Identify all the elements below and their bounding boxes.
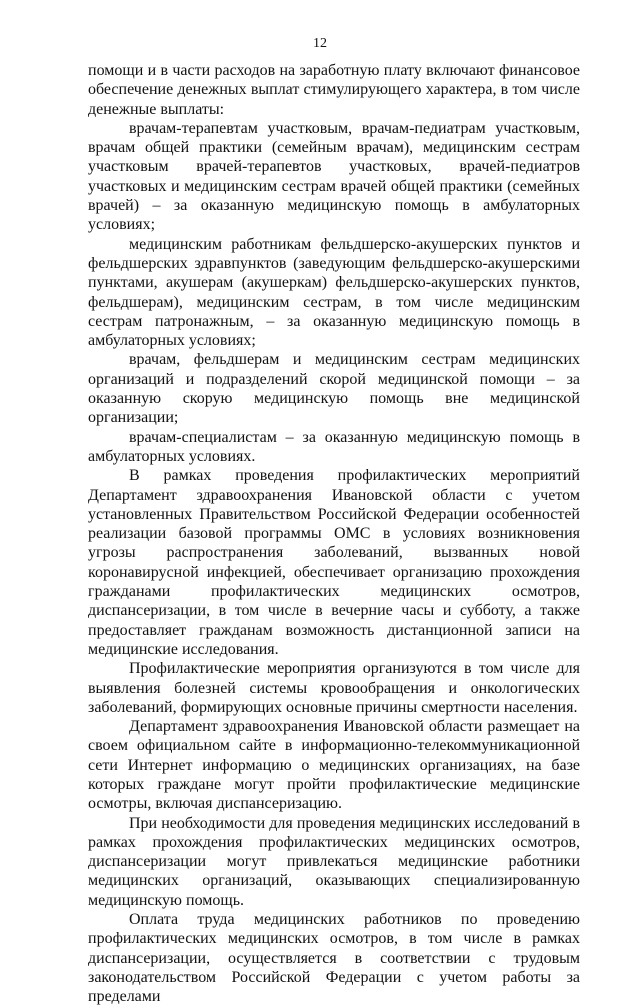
- paragraph-ambulance-payments: врачам, фельдшерам и медицинским сестрам медицинских организаций и подразделений скорой медицинской помощи – за оказанную скорую медицинскую помощь вне медицинской организации;: [88, 351, 580, 427]
- paragraph-website-info: Департамент здравоохранения Ивановской области размещает на своем официальном сайте в информационно-телекоммуникационной сети Интернет информацию о медицинских организациях, на базе которых граждане могут пройти профилактические медицинские осмотры, включая диспансеризацию.: [88, 718, 580, 813]
- paragraph-preventive-measures: В рамках проведения профилактических мероприятий Департамент здравоохранения Ивановской области с учетом установленных Правительством Российской Федерации особенностей реализации базовой программы ОМС в условиях возникновения угрозы распространения заболеваний, вызванных новой коронавирусной инфекцией, обеспечивает организацию прохождения гражданами профилактических медицинских осмотров, диспансеризации, в том числе в вечерние часы и субботу, а также предоставляет гражданам возможность дистанционной записи на медицинские исследования.: [88, 467, 580, 658]
- document-body: [88, 61, 580, 1007]
- paragraph-therapists-payments: врачам-терапевтам участковым, врачам-педиатрам участковым, врачам общей практики (семейным врачам), медицинским сестрам участковым врачей-терапевтов участковых, врачей-педиатров участковых и медицинским сестрам врачей общей практики (семейных врачей) – за оказанную медицинскую помощь в амбулаторных условиях;: [88, 119, 580, 234]
- paragraph-preventive-goals: Профилактические мероприятия организуются в том числе для выявления болезней системы кровообращения и онкологических заболеваний, формирующих основные причины смертности населения.: [88, 660, 580, 716]
- page-number: 12: [313, 36, 327, 51]
- paragraph-involving-specialists: При необходимости для проведения медицинских исследований в рамках прохождения профилактических медицинских осмотров, диспансеризации могут привлекаться медицинские работники медицинских организаций, оказывающих специализированную медицинскую помощь.: [88, 814, 580, 909]
- paragraph-labor-payment: Оплата труда медицинских работников по проведению профилактических медицинских осмотров, в том числе в рамках диспансеризации, осуществляется в соответствии с трудовым законодательством Российской Федерации с учетом работы за пределами: [88, 911, 580, 1006]
- paragraph-fap-payments: медицинским работникам фельдшерско-акушерских пунктов и фельдшерских здравпунктов (заведующим фельдшерско-акушерскими пунктами, акушерам (акушеркам) фельдшерско-акушерских пунктов, фельдшерам), медицинским сестрам, в том числе медицинским сестрам патронажным, – за оказанную медицинскую помощь в амбулаторных условиях;: [88, 235, 580, 350]
- paragraph-specialists-payments: врачам-специалистам – за оказанную медицинскую помощь в амбулаторных условиях.: [88, 428, 580, 465]
- paragraph-continuation: помощи и в части расходов на заработную плату включают финансовое обеспечение денежных выплат стимулирующего характера, в том числе денежные выплаты:: [88, 62, 580, 118]
